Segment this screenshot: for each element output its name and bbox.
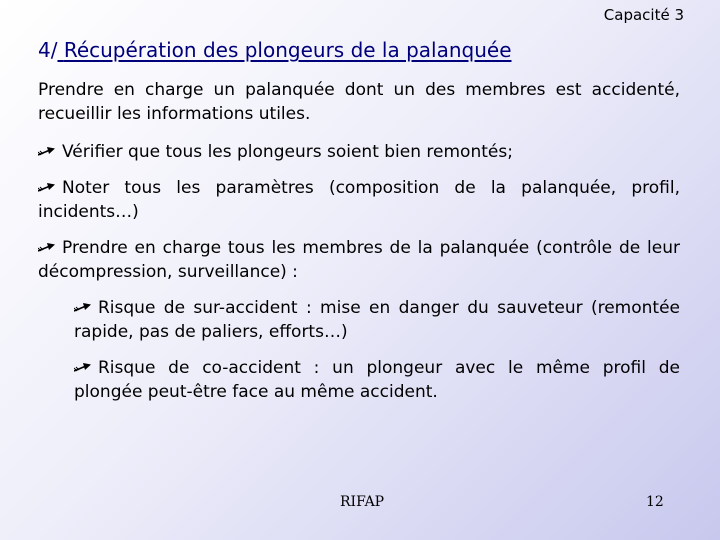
arrow-bullet-icon [74, 303, 92, 313]
bullet-item [38, 176, 680, 224]
slide-title [38, 38, 512, 62]
bullet-text: Vérifier que tous les plongeurs soient bien remontés; [62, 142, 513, 162]
slide-content [38, 78, 680, 416]
title-number: 4/ [38, 38, 58, 62]
footer-label: RIFAP [340, 494, 385, 510]
capacity-label: Capacité 3 [603, 6, 684, 24]
arrow-bullet-icon [74, 363, 92, 373]
bullet-item [38, 236, 680, 284]
arrow-bullet-icon [38, 183, 56, 193]
page-number: 12 [646, 494, 664, 510]
arrow-bullet-icon [38, 243, 56, 253]
bullet-item [38, 140, 680, 164]
sub-bullet-text: Risque de sur-accident : mise en danger du sauveteur (remontée rapide, pas de paliers, efforts…) [74, 298, 680, 342]
sub-bullet-item [74, 296, 680, 344]
arrow-bullet-icon [38, 147, 56, 157]
bullet-text: Prendre en charge tous les membres de la palanquée (contrôle de leur décompression, surveillance) : [38, 238, 680, 282]
bullet-text: Noter tous les paramètres (composition de la palanquée, profil, incidents…) [38, 178, 680, 222]
title-text: Récupération des plongeurs de la palanquée [63, 38, 512, 62]
intro-paragraph: Prendre en charge un palanquée dont un des membres est accidenté, recueillir les informations utiles. [38, 80, 680, 124]
sub-bullet-text: Risque de co-accident : un plongeur avec le même profil de plongée peut-être face au même accident. [74, 358, 680, 402]
sub-bullet-item [74, 356, 680, 404]
